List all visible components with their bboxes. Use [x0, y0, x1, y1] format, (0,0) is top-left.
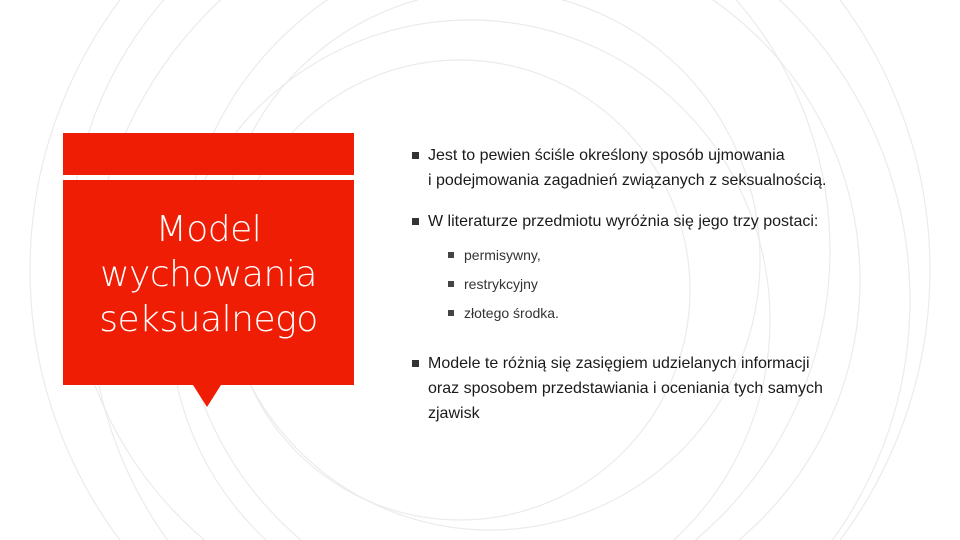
bullet-text: W literaturze przedmiotu wyróżnia się jego trzy postaci: [428, 213, 819, 230]
slide-title-line: Model [155, 209, 262, 250]
sub-bullet-item [446, 275, 930, 293]
square-bullet-icon [412, 360, 419, 367]
bullet-text: Jest to pewien ściśle określony sposób ujmowania [428, 147, 785, 164]
bullet-text: Modele te różnią się zasięgiem udzielanych informacji [428, 355, 810, 372]
title-panel-pointer [193, 385, 221, 407]
bullet-text: oraz sposobem przedstawiania i oceniania tych samych [428, 380, 823, 397]
sub-bullet-text: permisywny, [464, 247, 541, 263]
bullet-text: zjawisk [428, 405, 480, 422]
square-bullet-icon [412, 218, 419, 225]
square-bullet-icon [448, 310, 454, 316]
square-bullet-icon [448, 252, 454, 258]
sub-bullet-text: złotego środka. [464, 305, 559, 321]
slide-title-line: wychowania [100, 254, 317, 295]
sub-bullet-item [446, 246, 930, 264]
bullet-item [410, 351, 930, 426]
bullet-text: i podejmowania zagadnień związanych z seksualnością. [428, 172, 827, 189]
title-accent-bar [63, 133, 354, 175]
slide-title-line: seksualnego [99, 299, 318, 340]
bullet-item [410, 143, 930, 193]
slide-title [63, 207, 354, 342]
sub-bullet-item [446, 304, 930, 322]
square-bullet-icon [412, 152, 419, 159]
bullet-item [410, 209, 930, 234]
sub-bullet-text: restrykcyjny [464, 276, 538, 292]
bullet-list [410, 140, 930, 426]
title-panel [63, 180, 354, 385]
square-bullet-icon [448, 281, 454, 287]
